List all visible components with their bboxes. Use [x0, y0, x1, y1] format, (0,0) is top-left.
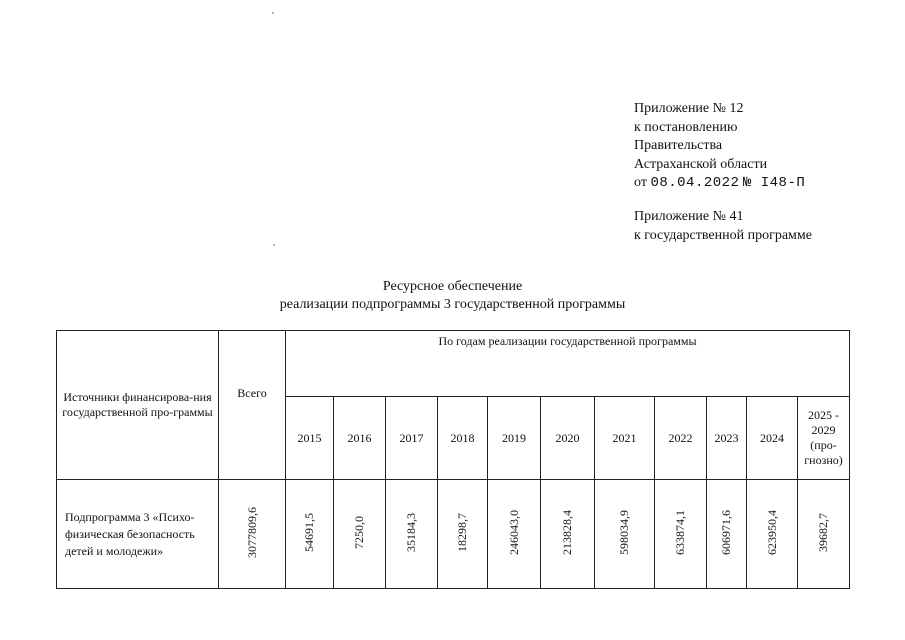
header-total: Всего [219, 331, 286, 480]
appendix-line: к государственной программе [634, 227, 812, 243]
row-value: 633874,1 [673, 509, 687, 555]
appendix-line: к постановлению [634, 119, 738, 135]
title-line-1: Ресурсное обеспечение [382, 279, 523, 294]
row-total: 3077809,6 [244, 506, 259, 558]
row-value-cell [707, 480, 747, 589]
appendix-line: Астраханской области [634, 156, 768, 172]
row-value: 213828,4 [560, 509, 574, 555]
year-header: 2017 [386, 397, 438, 480]
year-header: 2020 [541, 397, 595, 480]
year-header: 2016 [334, 397, 386, 480]
row-value-cell [798, 480, 850, 589]
row-value: 7250,0 [352, 515, 366, 549]
row-value: 598034,9 [617, 509, 631, 555]
row-value: 606971,6 [719, 509, 733, 555]
header-row-1 [57, 331, 850, 397]
header-years-group: По годам реализации государственной программы [286, 331, 850, 397]
header-source: Источники финансирова-ния государственной про-граммы [57, 331, 219, 480]
row-value: 35184,3 [404, 512, 418, 552]
appendix-line: Приложение № 12 [634, 101, 744, 116]
row-value-cell [655, 480, 707, 589]
scan-speck [272, 12, 274, 14]
year-header: 2022 [655, 397, 707, 480]
row-value: 39682,7 [816, 512, 830, 552]
appendix-program-block [634, 208, 812, 245]
row-value-cell [386, 480, 438, 589]
year-header: 2015 [286, 397, 334, 480]
row-value: 246043,0 [506, 509, 521, 555]
row-value-cell [334, 480, 386, 589]
year-header: 2021 [595, 397, 655, 480]
row-value: 18298,7 [455, 512, 469, 552]
year-header: 2024 [747, 397, 798, 480]
row-value-cell [595, 480, 655, 589]
year-header: 2018 [438, 397, 488, 480]
title-line-2: реализации подпрограммы 3 государственной программы [279, 297, 626, 312]
row-value-cell [488, 480, 541, 589]
row-value: 623950,4 [764, 509, 779, 555]
year-header: 2023 [707, 397, 747, 480]
table-row [57, 480, 850, 589]
year-header-forecast: 2025 - 2029 (про-гнозно) [798, 397, 850, 480]
year-header: 2019 [488, 397, 541, 480]
appendix-line: Правительства [634, 138, 723, 153]
appendix-line: Приложение № 41 [634, 209, 744, 224]
appendix-date-line [634, 174, 805, 193]
resource-table [56, 330, 850, 589]
document-title [0, 278, 905, 314]
resolution-date: 08.04.2022 [650, 175, 740, 191]
row-value-cell [286, 480, 334, 589]
row-source-name: Подпрограмма 3 «Психо-физическая безопасность детей и молодежи» [57, 480, 219, 589]
date-prefix: от [634, 175, 647, 190]
row-value-cell [541, 480, 595, 589]
row-value-cell [438, 480, 488, 589]
row-total-cell [219, 480, 286, 589]
appendix-block [634, 100, 805, 193]
row-value-cell [747, 480, 798, 589]
scan-speck [273, 244, 275, 246]
resolution-number: № I48-П [742, 175, 806, 191]
row-value: 54691,5 [302, 512, 316, 552]
